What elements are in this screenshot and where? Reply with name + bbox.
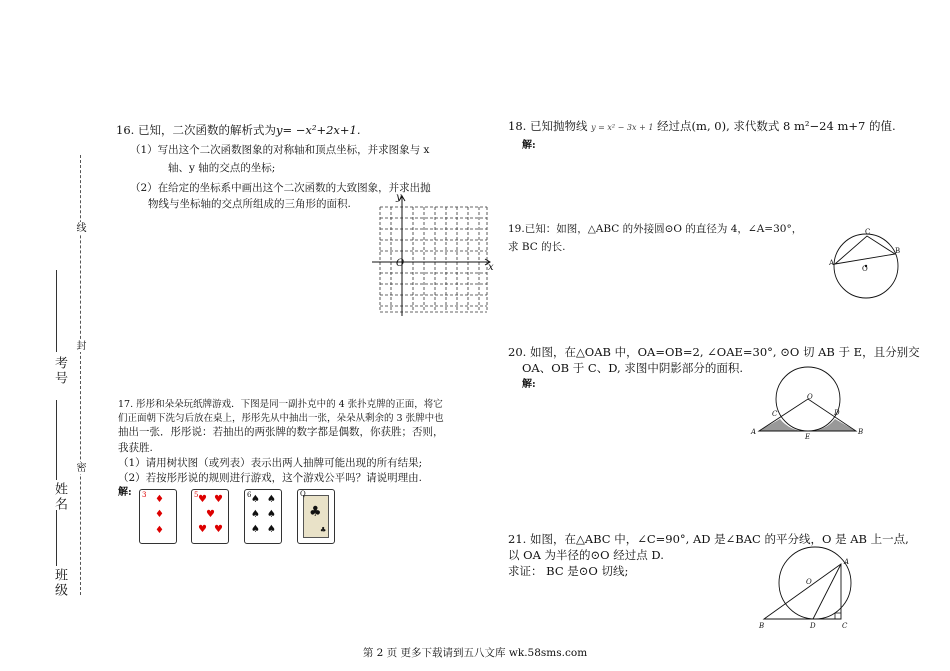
binding-mark-mi: 密 bbox=[74, 462, 85, 474]
card3-suit-ml: ♠ bbox=[251, 509, 260, 520]
binding-mark-feng: 封 bbox=[74, 340, 85, 352]
card1-suit-top: ♦ bbox=[155, 494, 164, 505]
q16-part2-line1: （2）在给定的坐标系中画出这个二次函数的大致图象，并求出抛 bbox=[130, 182, 431, 194]
playing-card-5-hearts bbox=[191, 489, 229, 544]
card4-rank: Q bbox=[300, 490, 306, 498]
card3-suit-bl: ♠ bbox=[251, 524, 260, 535]
q20-label-B: B bbox=[858, 428, 864, 436]
q20-line2: OA、OB 于 C、D, 求图中阴影部分的面积. bbox=[522, 361, 743, 375]
q21-line2: 以 OA 为半径的⊙O 经过点 D. bbox=[508, 548, 664, 562]
q16-part2-line2: 物线与坐标轴的交点所组成的三角形的面积. bbox=[148, 198, 351, 210]
q17-solve-label: 解: bbox=[118, 487, 132, 498]
q17-line6: （2）若按彤彤说的规则进行游戏，这个游戏公平吗？请说明理由. bbox=[118, 472, 423, 484]
playing-card-queen-clubs bbox=[297, 489, 335, 544]
q19-label-A: A bbox=[829, 259, 835, 267]
q21-line3: 求证： BC 是⊙O 切线; bbox=[508, 564, 629, 578]
q18-stem bbox=[508, 118, 896, 136]
card2-suit-br: ♥ bbox=[214, 524, 223, 535]
q19-label-B: B bbox=[895, 247, 901, 255]
card4-suit-small: ♣ bbox=[320, 526, 327, 534]
card3-rank: 6 bbox=[247, 491, 252, 499]
label-kaohao: 考号 bbox=[52, 356, 67, 386]
q16-axis-y-label: y bbox=[396, 192, 402, 203]
q17-line4: 我获胜. bbox=[118, 442, 153, 454]
xingming-fill-line[interactable] bbox=[56, 400, 57, 480]
label-xingming: 姓名 bbox=[52, 482, 67, 512]
q18-stem-text: 18. 已知抛物线 bbox=[508, 119, 588, 133]
q19-line1: 19.已知：如图，△ABC 的外接圆⊙O 的直径为 4，∠A=30°， bbox=[508, 223, 803, 235]
q17-line2: 们正面朝下洗匀后放在桌上，彤彤先从中抽出一张，朵朵从剩余的 3 张牌中也 bbox=[118, 413, 444, 424]
binding-dashed-line bbox=[80, 155, 81, 595]
q17-line3: 抽出一张．彤彤说：若抽出的两张牌的数字都是偶数，你获胜；否则， bbox=[118, 426, 444, 438]
card4-suit: ♣ bbox=[309, 504, 322, 520]
card2-rank: 5 bbox=[194, 491, 199, 499]
q20-solve-label: 解: bbox=[522, 379, 536, 390]
label-banji: 班级 bbox=[52, 568, 67, 598]
q16-part1-line2: 轴、y 轴的交点的坐标; bbox=[168, 162, 276, 174]
kaohao-fill-line[interactable] bbox=[56, 270, 57, 352]
card2-suit-bl: ♥ bbox=[198, 524, 207, 535]
page-footer: 第 2 页 更多下载请到五八文库 wk.58sms.com bbox=[362, 647, 588, 659]
card2-suit-mid: ♥ bbox=[206, 509, 215, 520]
q20-line1: 20. 如图，在△OAB 中，OA=OB=2, ∠OAE=30°, ⊙O 切 AB 于 E，且分别交 bbox=[508, 345, 920, 359]
card3-suit-tr: ♠ bbox=[267, 494, 276, 505]
card3-suit-tl: ♠ bbox=[251, 494, 260, 505]
q20-label-A: A bbox=[751, 428, 757, 436]
q16-stem bbox=[116, 122, 361, 139]
card1-suit-mid: ♦ bbox=[155, 509, 164, 520]
playing-card-3-diamonds bbox=[139, 489, 177, 544]
banji-fill-line[interactable] bbox=[56, 510, 57, 566]
q21-label-A: A bbox=[844, 558, 850, 566]
card3-suit-mr: ♠ bbox=[267, 509, 276, 520]
q16-part1-line1: （1）写出这个二次函数图象的对称轴和顶点坐标，并求图象与 x bbox=[130, 144, 430, 156]
q17-line1: 17. 彤彤和朵朵玩纸牌游戏．下图是同一副扑克中的 4 张扑克牌的正面，将它 bbox=[118, 399, 443, 410]
q17-line5: （1）请用树状图（或列表）表示出两人抽牌可能出现的所有结果; bbox=[118, 457, 423, 469]
q21-bisector-diagram bbox=[0, 0, 1, 1]
q16-origin-label: O bbox=[396, 258, 405, 269]
q19-line2: 求 BC 的长. bbox=[508, 241, 566, 253]
q16-formula: y= −x²+2x+1. bbox=[275, 123, 361, 137]
q21-label-O: O bbox=[806, 578, 812, 586]
card1-rank: 3 bbox=[142, 491, 147, 499]
card3-suit-br: ♠ bbox=[267, 524, 276, 535]
card2-suit-tr: ♥ bbox=[214, 494, 223, 505]
playing-card-6-spades bbox=[244, 489, 282, 544]
card1-suit-bottom: ♦ bbox=[155, 525, 164, 536]
q18-stem-tail: 经过点(m, 0), 求代数式 8 m²−24 m+7 的值. bbox=[657, 119, 896, 133]
q19-label-C: C bbox=[865, 228, 871, 236]
q20-label-C: C bbox=[772, 410, 778, 418]
card2-suit-tl: ♥ bbox=[198, 494, 207, 505]
q16-axis-x-label: x bbox=[488, 262, 494, 273]
q20-label-O: O bbox=[807, 393, 813, 401]
q21-label-B: B bbox=[759, 622, 765, 630]
binding-mark-xian: 线 bbox=[74, 222, 85, 234]
q21-label-D: D bbox=[810, 622, 816, 630]
q18-formula: y = x² − 3x + 1 bbox=[591, 123, 654, 132]
q18-solve-label: 解: bbox=[522, 140, 536, 151]
q19-label-O: O bbox=[862, 265, 868, 273]
q20-label-D: D bbox=[834, 409, 840, 417]
q21-line1: 21. 如图，在△ABC 中，∠C=90°, AD 是∠BAC 的平分线，O 是 AB 上一点, bbox=[508, 532, 909, 546]
q21-label-C: C bbox=[842, 622, 848, 630]
q20-label-E: E bbox=[805, 433, 811, 441]
q16-stem-text: 16. 已知，二次函数的解析式为 bbox=[116, 123, 276, 137]
